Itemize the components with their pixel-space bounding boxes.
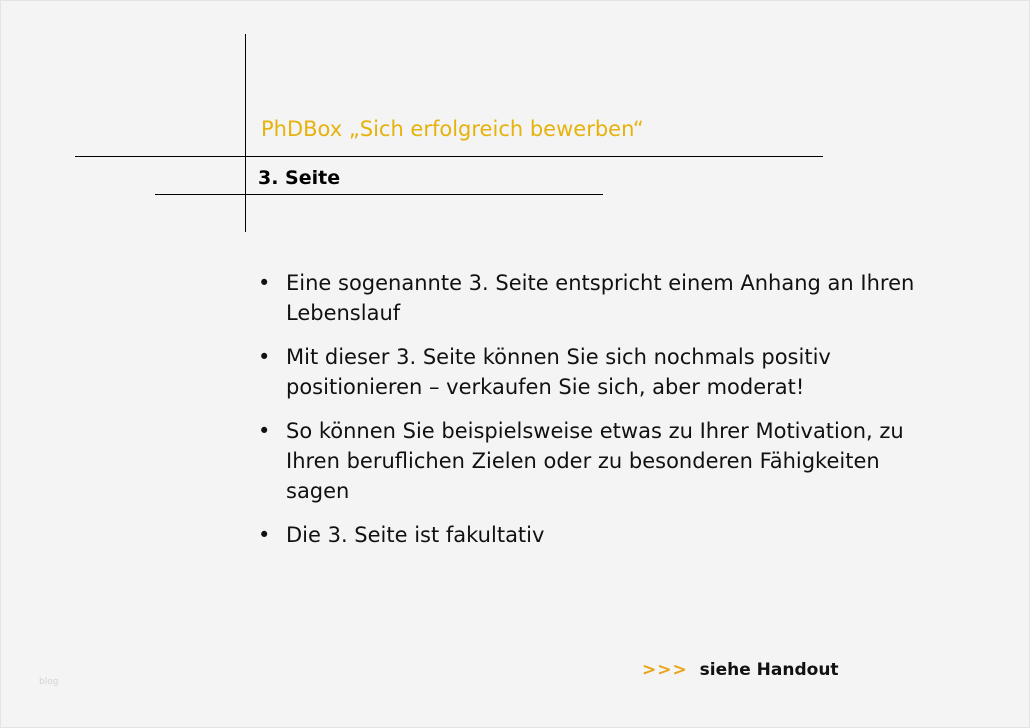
bullet-text: So können Sie beispielsweise etwas zu Ihrer Motivation, zu Ihren beruflichen Zielen oder zu besonderen Fähigkeiten sagen bbox=[286, 419, 904, 503]
bullet-dot-icon: • bbox=[258, 271, 271, 295]
bullet-text: Mit dieser 3. Seite können Sie sich nochmals positiv positionieren – verkaufen Sie sich, aber moderat! bbox=[286, 345, 831, 399]
slide-title: PhDBox „Sich erfolgreich bewerben“ bbox=[261, 117, 644, 141]
handout-note bbox=[642, 660, 839, 680]
bullet-dot-icon: • bbox=[258, 523, 271, 547]
bullet-item bbox=[258, 268, 918, 328]
bullet-dot-icon: • bbox=[258, 345, 271, 369]
subtitle-rule bbox=[155, 194, 603, 195]
bullet-text: Eine sogenannte 3. Seite entspricht einem Anhang an Ihren Lebenslauf bbox=[286, 271, 915, 325]
vertical-divider bbox=[245, 34, 246, 232]
handout-label: siehe Handout bbox=[699, 660, 839, 680]
bullet-item bbox=[258, 416, 918, 506]
bullet-item bbox=[258, 342, 918, 402]
bullet-dot-icon: • bbox=[258, 419, 271, 443]
arrows-icon: >>> bbox=[642, 660, 688, 680]
title-rule bbox=[75, 156, 823, 157]
bullet-text: Die 3. Seite ist fakultativ bbox=[286, 523, 545, 547]
bullet-item bbox=[258, 520, 918, 550]
bullet-list bbox=[258, 268, 918, 564]
watermark: blog bbox=[39, 677, 59, 687]
slide-subtitle: 3. Seite bbox=[258, 167, 341, 189]
